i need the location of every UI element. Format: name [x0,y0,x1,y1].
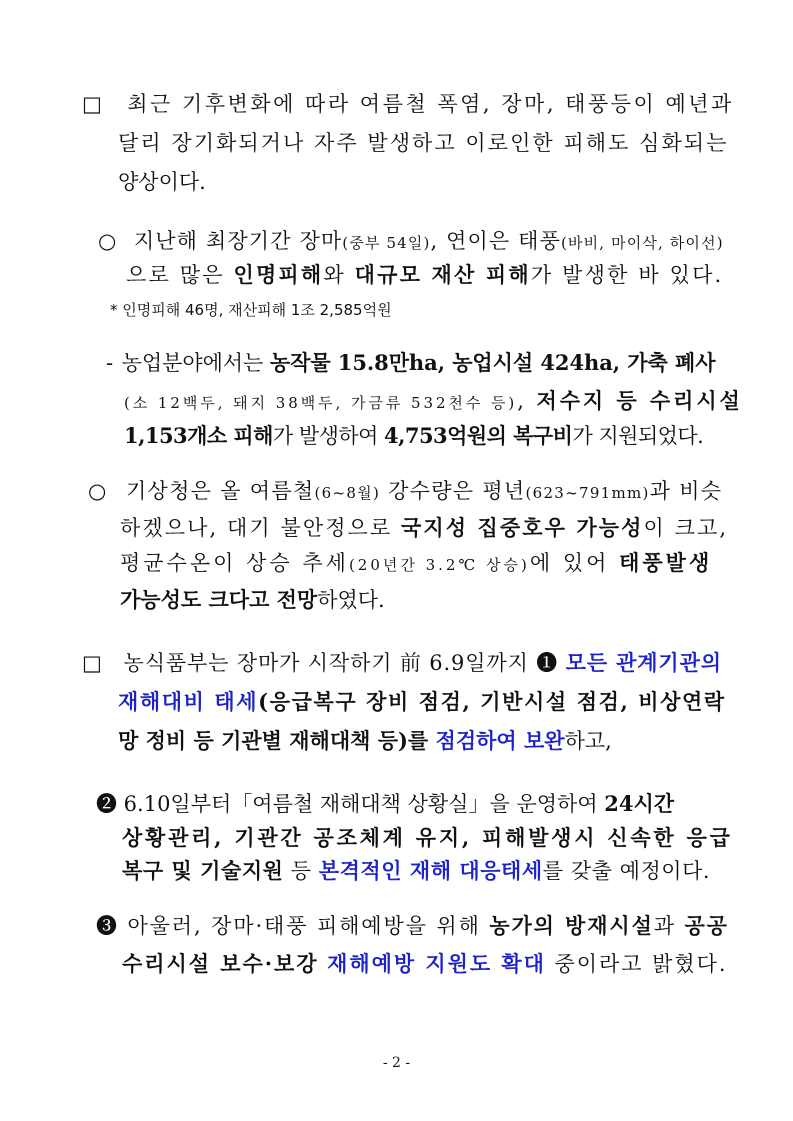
para7-text: 과 [653,914,685,938]
para6-line2 [122,823,733,853]
para2-text: 가 발생한 바 있다. [530,263,724,287]
para2-bold: 인명피해 [233,262,324,287]
para4-text: 기상청은 올 여름철 [125,479,315,503]
dash-bullet: - [106,351,114,375]
para1-line2 [118,128,728,158]
para2-text: 와 [323,263,355,287]
space [558,651,566,675]
para4-text: 하였다. [317,588,385,612]
para5-bold: (응급복구 장비 점검, 기반시설 점검, 비상연락 [258,689,726,714]
para4-paren: (20년간 3.2℃ 상승) [348,556,530,574]
para5-blue: 점검하여 보완 [435,728,565,753]
para4-line3 [120,548,712,580]
para7-blue: 재해예방 지원도 확대 [327,951,546,976]
para2-text: , 연이은 태풍 [430,229,562,253]
para6-blue: 본격적인 재해 대응태세 [318,858,543,883]
para2-bold: 대규모 재산 피해 [354,262,531,287]
para3-line1 [106,348,715,378]
para7-text: 중이라고 밝혔다. [545,952,728,976]
para7-bold: 농가의 방재시설 [489,913,654,938]
para6-text: 를 갖출 예정이다. [542,859,711,883]
para7-text: 아울러, 장마·태풍 피해예방을 위해 [118,914,490,938]
para4-text: 평균수온이 상승 추세 [120,551,349,575]
para1-line3 [118,167,206,197]
para3-bold: 4,753억원의 복구비 [384,423,573,448]
para1-line1 [82,89,734,119]
para5-bold: 망 정비 등 기관별 재해대책 등)를 [118,728,436,753]
para6-bold: 복구 및 기술지원 [122,858,284,883]
para1-text: 달리 장기화되거나 자주 발생하고 이로인한 피해도 심화되는 [118,131,729,155]
para4-line1 [88,476,722,508]
para4-bold: 가능성도 크다고 전망 [120,587,318,612]
para3-paren: (소 12백두, 돼지 38백두, 가금류 532천수 등) [124,394,518,412]
para3-text: 가 지원되었다. [572,424,704,448]
para7-bold: 공공 [684,913,729,938]
para5-line1 [82,648,722,678]
para3-bold: 저수지 등 수리시설 [536,388,743,413]
para3-bold: 농작물 15.8만ha, 농업시설 424ha, 가축 폐사 [269,350,716,375]
para5-text: 농식품부는 장마가 시작하기 前 6.9일까지 [123,651,537,675]
footnote-text: * 인명피해 46명, 재산피해 1조 2,585억원 [110,301,392,319]
checkbox-bullet-icon: □ [82,92,105,116]
para7-line2 [122,949,728,979]
para4-text: 에 있어 [529,551,620,575]
para6-line3 [122,856,710,886]
para4-bold: 국지성 집중호우 가능성 [401,515,644,540]
para4-paren: (623~791mm) [525,484,650,502]
para2-text: 지난해 최장기간 장마 [133,229,343,253]
checkbox-bullet-icon: □ [82,651,103,675]
para2-line2 [126,260,723,290]
number-one-icon: ❶ [536,651,559,675]
para4-bold: 태풍발생 [619,550,713,575]
para4-text: 강수량은 평년 [380,479,526,503]
para3-line2 [124,386,743,418]
para4-text: 이 크고, [643,516,729,540]
para4-text: 하겠으나, 대기 불안정으로 [120,516,402,540]
para4-line4 [120,585,385,615]
para6-text: 6.10일부터「여름철 재해대책 상황실」을 운영하여 [117,792,605,816]
para5-text: 하고, [564,729,612,753]
para6-bold: 24시간 [604,791,675,816]
para5-line2 [118,687,726,717]
number-two-icon: ❷ [96,792,117,816]
para7-bold: 수리시설 보수·보강 [122,951,319,976]
para2-line1 [98,226,724,258]
para3-text: 농업분야에서는 [121,351,270,375]
para4-text: 과 비슷 [649,479,723,503]
space [319,952,328,976]
number-three-icon: ❸ [96,914,119,938]
para6-line1 [96,789,674,819]
para5-blue: 재해대비 태세 [118,689,259,714]
para4-line2 [120,513,728,543]
circle-bullet-icon: ○ [98,229,118,253]
para3-text: 가 발생하여 [272,424,384,448]
para7-line1 [96,911,729,941]
para2-paren: (중부 54일) [342,234,431,252]
para6-bold: 상황관리, 기관간 공조체계 유지, 피해발생시 신속한 응급 [122,825,733,850]
page-number: - 2 - [382,1055,411,1071]
para5-blue: 모든 관계기관의 [565,650,722,675]
para4-paren: (6~8월) [314,484,381,502]
para5-line3 [118,726,612,756]
para3-bold: 1,153개소 피해 [124,423,273,448]
para6-text: 등 [283,859,319,883]
para1-text: 최근 기후변화에 따라 여름철 폭염, 장마, 태풍등이 예년과 [127,92,734,116]
para2-text: 으로 많은 [126,263,234,287]
para3-text: , [517,389,537,413]
para2-paren: (바비, 마이삭, 하이선) [561,234,724,252]
circle-bullet-icon: ○ [88,479,108,503]
para2-footnote [110,295,392,325]
para3-line3 [124,421,703,451]
para1-text: 양상이다. [118,170,206,194]
